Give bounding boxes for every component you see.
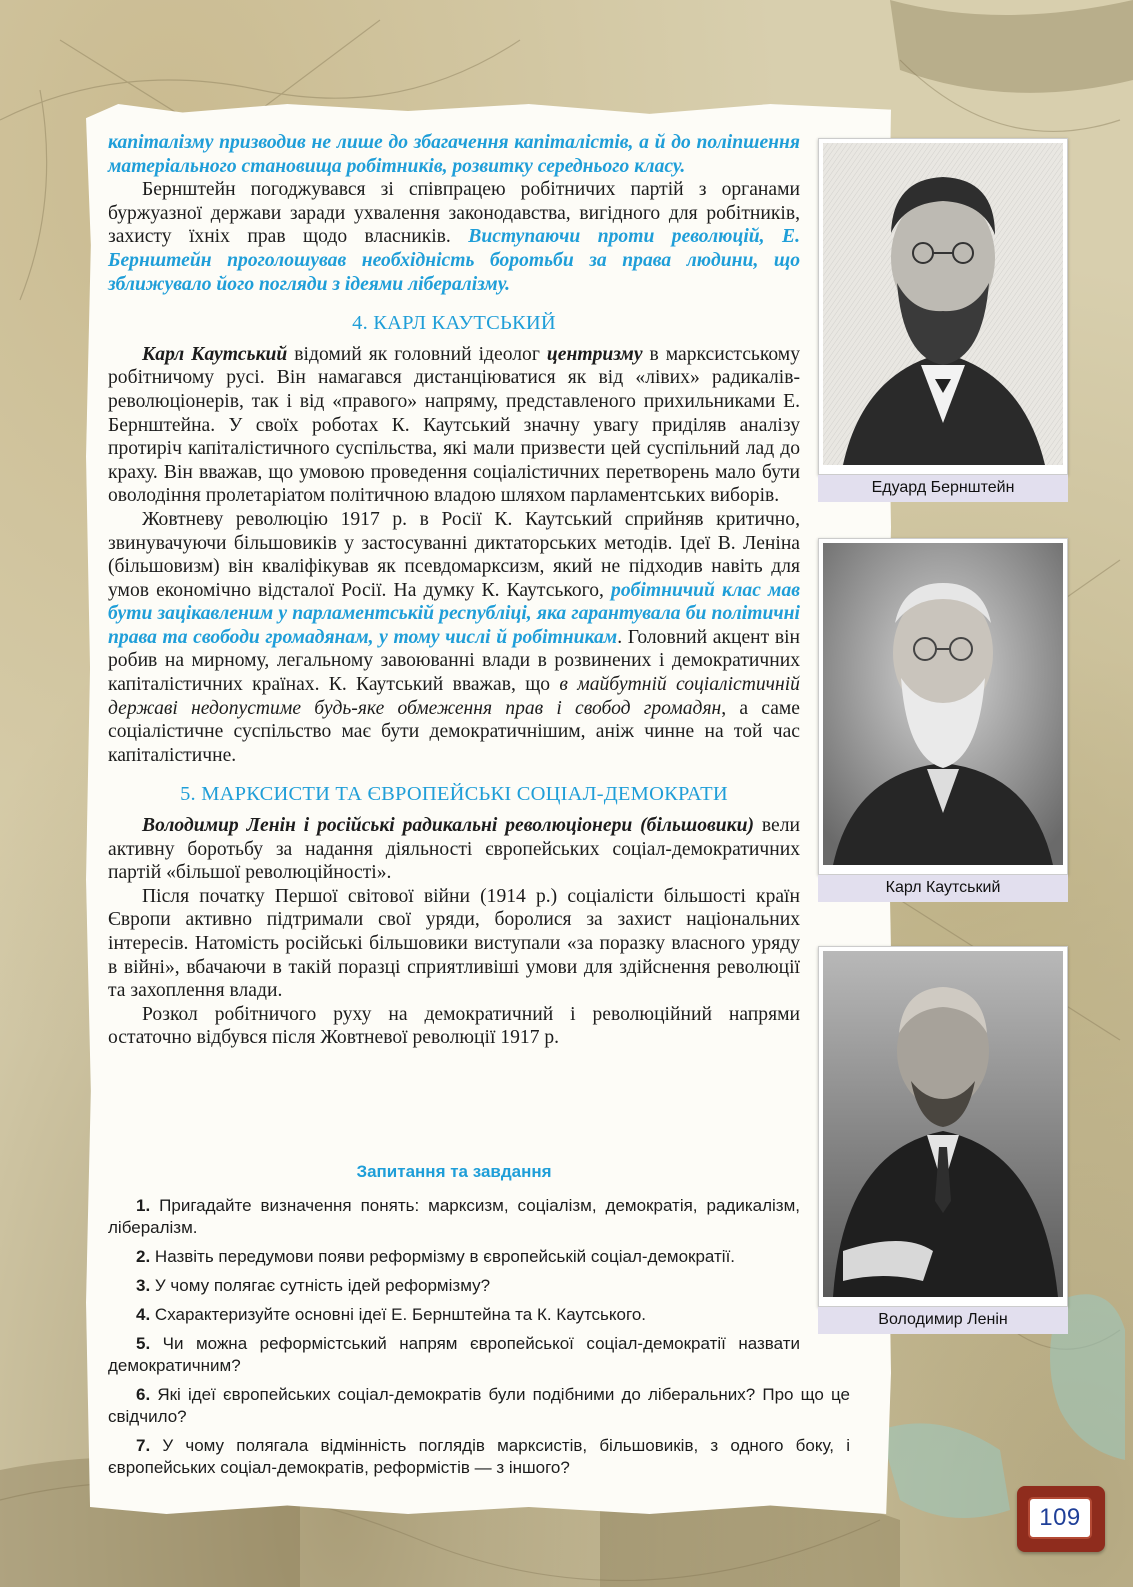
question-text: Назвіть передумови появи реформізму в європейській соціал-демократії. [150,1247,736,1266]
text-run: відомий як головний ідеолог [287,343,547,365]
question-text: У чому полягає сутність ідей реформізму? [150,1276,491,1295]
question-number: 5. [136,1334,151,1353]
text-run: в майбутній соціалістичній державі недопустиме будь-яке обмеження прав і свобод громадян [108,674,800,719]
question-item [108,1275,800,1297]
text-run: Виступаючи проти революцій, Е. Бернштейн проголошував необхідність боротьби за права людини, що зближувало його погляди з ідеями лібералізму. [108,226,800,295]
questions-title: Запитання та завдання [356,1162,552,1181]
text-run: Бернштейн погоджувався зі співпрацею робітничих партій з органами буржуазної держави заради ухвалення законодавства, вигідного для робітників, захисту їхніх прав щодо власників. [108,179,800,248]
section-heading: 4. КАРЛ КАУТСЬКИЙ [352,312,556,335]
question-text: Схарактеризуйте основні ідеї Е. Бернштейна та К. Каутського. [150,1305,646,1324]
page-number-badge [1017,1486,1105,1552]
photo-caption: Володимир Ленін [818,1307,1068,1334]
text-run: Після початку Першої світової війни (1914 р.) соціалісти більшості країн Європи активно підтримали свої уряди, боролися за захист національних інтересів. Натомість російські більшовики виступали «за поразку власного уряду в війні», вбачаючи в такій поразці сприятливіші умови для здійснення революції та захоплення влади. [108,885,800,1002]
paragraph [108,343,800,508]
question-item [108,1195,800,1239]
photo-lenin [818,946,1074,1334]
text-run: Володимир Ленін і російські радикальні революціонери (більшовики) [142,815,755,837]
question-number: 3. [136,1276,151,1295]
question-item [108,1304,800,1326]
question-text: Пригадайте визначення понять: марксизм, соціалізм, демократія, радикалізм, лібералізм. [108,1196,800,1237]
page-number: 109 [1028,1497,1092,1539]
question-text: У чому полягала відмінність поглядів марксистів, більшовиків, з одного боку, і європейських соціал-демократів, реформістів — з іншого? [108,1436,850,1477]
section-heading: 5. МАРКСИСТИ ТА ЄВРОПЕЙСЬКІ СОЦІАЛ-ДЕМОКРАТИ [180,783,728,806]
question-item [108,1246,800,1268]
photo-caption: Едуард Бернштейн [818,475,1068,502]
main-text-column [108,131,800,1050]
portrait-engraving [823,143,1063,465]
question-number: 2. [136,1247,151,1266]
portrait-image [818,946,1068,1307]
text-run: капіталізму призводив не лише до збагачення капіталістів, а й до поліпшення матеріального становища робітників, розвитку середнього класу. [108,132,800,177]
paragraph [108,1003,800,1050]
question-number: 1. [136,1196,151,1215]
question-text: Чи можна реформістський напрям європейської соціал-демократії назвати демократичним? [108,1334,800,1375]
question-item [108,1384,850,1428]
questions-block [108,1135,850,1486]
text-run: . Головний акцент він робив на мирному, легальному завоюванні влади в розвинених і демократичних капіталістичних країнах. К. Каутський вважав, що [108,626,800,696]
paragraph [108,885,800,1003]
text-run: Жовтневу революцію 1917 р. в Росії К. Каутський сприйняв критично, звинувачуючи більшовиків у застосуванні диктаторських методів. Ідеї В. Леніна (більшовизм) він кваліфікував як псевдомарксизм, який не підходив навіть для умов економічно відсталої Росії. На думку К. Каутського, [108,508,800,601]
text-run: Карл Каутський [142,343,288,365]
question-item [108,1435,850,1479]
questions-list [108,1195,850,1479]
text-run: робітничий клас мав бути зацікавленим у парламентській республіці, яка гарантувала би політичні права та свободи громадянам, у тому числі й робітникам [108,579,800,648]
paragraph [108,814,800,885]
question-number: 6. [136,1385,151,1404]
portrait-photo [823,543,1063,865]
photo-bernstein [818,138,1074,502]
photo-caption: Карл Каутський [818,875,1068,902]
text-run: Розкол робітничого руху на демократичний і революційний напрями остаточно відбувся після Жовтневої революції 1917 р. [108,1003,800,1049]
text-run: в марксистському робітничому русі. Він намагався дистанціюватися як від «лівих» радикалів-революціонерів, так і від «правого» напряму, представленого прихильниками Е. Бернштейна. У своїх роботах К. Каутський значну увагу приділяв аналізу протиріч капіталістичного суспільства, які мали призвести цей суспільний лад до краху. Він вважав, що умовою проведення соціалістичних перетворень мало бути оволодіння пролетаріатом політичною владою шляхом парламентських виборів. [108,343,801,507]
paragraph [108,178,800,296]
text-run: центризму [546,343,643,365]
question-item [108,1333,800,1377]
paragraph [108,508,800,768]
question-number: 4. [136,1305,151,1324]
paragraph [108,131,800,178]
photo-kautsky [818,538,1074,902]
question-number: 7. [136,1436,151,1455]
text-run: , а саме соціалістичне суспільство має бути демократичнішим, аніж чинне на той час капіталістичне. [108,697,800,766]
portrait-image [818,538,1068,875]
question-text: Які ідеї європейських соціал-демократів були подібними до ліберальних? Про що це свідчило? [108,1385,850,1426]
text-run: вели активну боротьбу за надання діяльності європейських соціал-демократичних партій «більшої революційності». [108,815,801,884]
portrait-image [818,138,1068,475]
portrait-photo [823,951,1063,1297]
